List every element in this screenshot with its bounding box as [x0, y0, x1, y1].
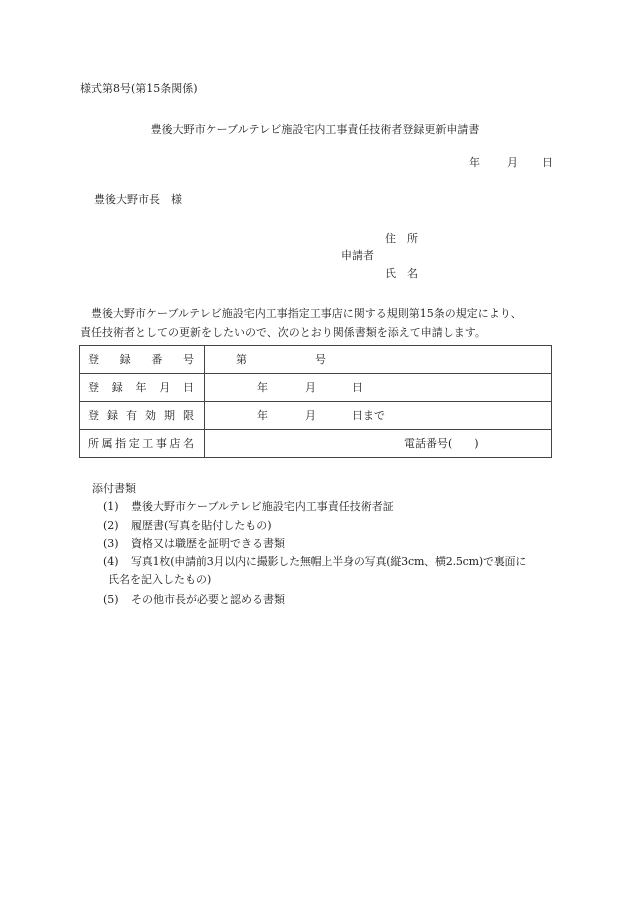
- shop-name-value-cell: [205, 430, 552, 458]
- attachment-3-text: 資格又は職歴を証明できる書類: [131, 537, 285, 550]
- attachment-5-number: (5): [103, 593, 119, 606]
- registration-table: [79, 345, 552, 458]
- attachment-1-text: 豊後大野市ケーブルテレビ施設宅内工事責任技術者証: [131, 500, 394, 513]
- registration-date-label-cell: [80, 374, 205, 402]
- applicant-address-label: 住 所: [385, 232, 418, 245]
- date-month-label: 月: [507, 156, 518, 169]
- attachment-4-continuation: 氏名を記入したもの): [108, 573, 212, 586]
- applicant-name-label: 氏 名: [385, 267, 418, 280]
- table-row: [80, 430, 552, 458]
- registration-date-year: 年: [257, 381, 268, 394]
- table-row: [80, 402, 552, 430]
- registration-number-value-cell: [205, 346, 552, 374]
- expiry-label-cell: [80, 402, 205, 430]
- expiry-month: 月: [305, 409, 316, 422]
- expiry-label: 登録有効期限: [88, 408, 194, 422]
- body-line-1: 豊後大野市ケーブルテレビ施設宅内工事指定工事店に関する規則第15条の規定により、: [91, 307, 522, 320]
- phone-number-label: 電話番号( ): [404, 437, 479, 450]
- attachment-2-number: (2): [103, 519, 119, 532]
- table-row: [80, 374, 552, 402]
- attachment-4-number: (4): [103, 555, 119, 568]
- date-day-label: 日: [542, 156, 553, 169]
- body-line-2: 責任技術者としての更新をしたいので、次のとおり関係書類を添えて申請します。: [80, 326, 486, 339]
- registration-date-day: 日: [352, 381, 363, 394]
- expiry-day: 日まで: [352, 409, 385, 422]
- document-title: 豊後大野市ケーブルテレビ施設宅内工事責任技術者登録更新申請書: [150, 123, 480, 136]
- form-number: 様式第8号(第15条関係): [80, 82, 198, 95]
- addressee: 豊後大野市長 様: [94, 193, 182, 206]
- registration-number-label: 登録番号: [88, 352, 194, 366]
- registration-number-prefix: 第: [236, 353, 247, 366]
- expiry-year: 年: [257, 409, 268, 422]
- body-text: [80, 304, 560, 342]
- table-row: [80, 346, 552, 374]
- expiry-value-cell: [205, 402, 552, 430]
- date-year-label: 年: [469, 156, 480, 169]
- shop-name-label-cell: [80, 430, 205, 458]
- registration-number-suffix: 号: [315, 353, 326, 366]
- date-line: [469, 156, 553, 169]
- applicant-role-label: 申請者: [341, 249, 374, 262]
- registration-number-label-cell: [80, 346, 205, 374]
- attachments-title: 添付書類: [92, 482, 136, 495]
- attachment-1-number: (1): [103, 500, 119, 513]
- attachment-5-text: その他市長が必要と認める書類: [131, 593, 285, 606]
- registration-date-month: 月: [305, 381, 316, 394]
- attachment-2-text: 履歴書(写真を貼付したもの): [131, 519, 272, 532]
- attachment-4-text: 写真1枚(申請前3月以内に撮影した無帽上半身の写真(縦3cm、横2.5cm)で裏面に: [131, 555, 527, 568]
- registration-date-value-cell: [205, 374, 552, 402]
- attachment-3-number: (3): [103, 537, 119, 550]
- registration-date-label: 登録年月日: [88, 380, 194, 394]
- shop-name-label: 所属指定工事店名: [88, 436, 194, 450]
